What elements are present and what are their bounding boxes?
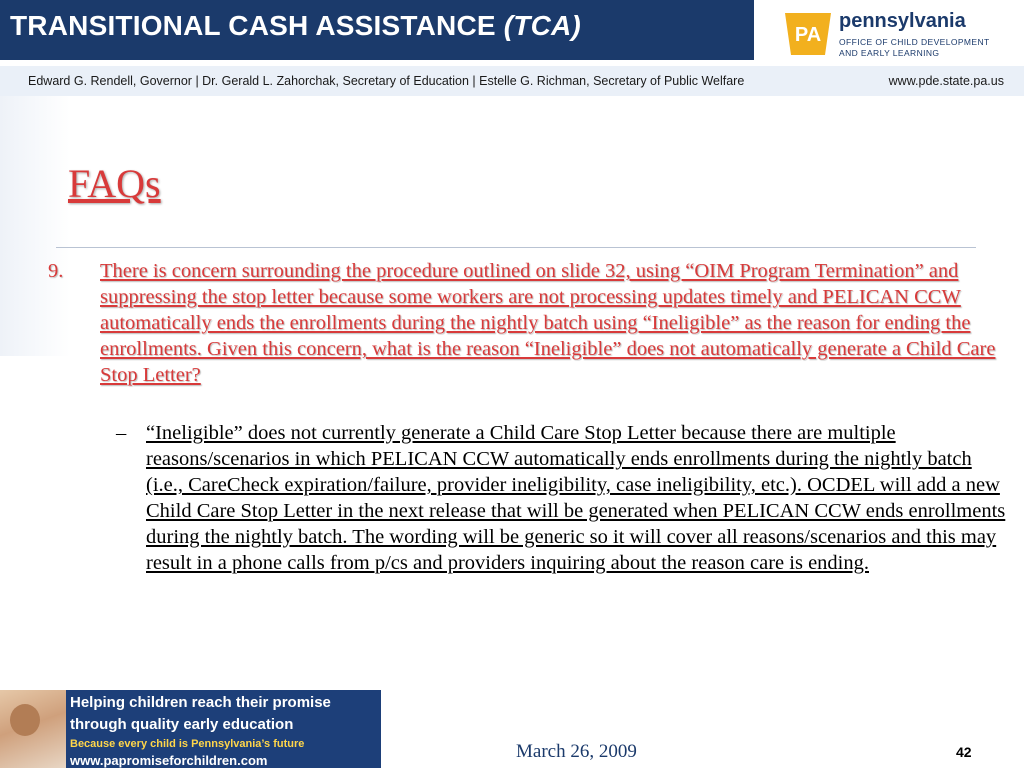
banner-line3: Because every child is Pennsylvania’s future bbox=[70, 738, 305, 750]
officials-text: Edward G. Rendell, Governor | Dr. Gerald L. Zahorchak, Secretary of Education | Estelle G. Richman, Secretary of Public Welfare bbox=[28, 74, 745, 88]
header-title-main: TRANSITIONAL CASH ASSISTANCE bbox=[10, 10, 496, 41]
slide-header-title bbox=[10, 10, 581, 42]
question-text: There is concern surrounding the procedure outlined on slide 32, using “OIM Program Termination” and suppressing the stop letter because some workers are not processing updates timely and PELICAN CCW automatically ends the enrollments during the nightly batch using “Ineligible” as the reason for ending the enrollments. Given this concern, what is the reason “Ineligible” does not automatically generate a Child Care Stop Letter? bbox=[100, 260, 996, 386]
photo-figure bbox=[10, 704, 40, 736]
slide-date: March 26, 2009 bbox=[516, 741, 637, 762]
answer-text: “Ineligible” does not currently generate a Child Care Stop Letter because there are multiple reasons/scenarios in which PELICAN CCW automatically ends enrollments during the nightly batch (i.e., CareCheck expiration/failure, provider ineligibility, case ineligibility, etc.). OCDEL will add a new Child Care Stop Letter in the next release that will be generated when PELICAN CCW ends enrollments during the nightly batch. The wording will be generic so it will cover all reasons/scenarios and this may result in a phone calls from p/cs and providers inquiring about the reason care is ending. bbox=[146, 422, 1006, 574]
banner-line1: Helping children reach their promise bbox=[70, 694, 331, 711]
page-title: FAQs bbox=[68, 161, 161, 206]
logo-wordmark: pennsylvania bbox=[839, 10, 966, 32]
pennsylvania-logo bbox=[781, 3, 999, 59]
header-title-abbr: (TCA) bbox=[503, 10, 581, 41]
logo-subtitle bbox=[839, 37, 990, 59]
title-divider bbox=[56, 247, 976, 248]
banner-website-link[interactable]: www.papromiseforchildren.com bbox=[70, 753, 268, 768]
title-band bbox=[0, 0, 754, 60]
officials-strip bbox=[0, 66, 1024, 96]
logo-subtitle-line1: OFFICE OF CHILD DEVELOPMENT bbox=[839, 37, 990, 47]
children-photo bbox=[0, 690, 66, 768]
pa-keystone-icon bbox=[785, 9, 831, 55]
banner-line2: through quality early education bbox=[70, 716, 294, 733]
logo-subtitle-line2: AND EARLY LEARNING bbox=[839, 48, 940, 58]
website-link[interactable]: www.pde.state.pa.us bbox=[888, 74, 1004, 88]
question-number: 9. bbox=[48, 260, 64, 282]
faq-answer bbox=[116, 420, 1008, 576]
pa-mark-text: PA bbox=[794, 24, 822, 46]
answer-bullet: – bbox=[116, 422, 127, 444]
faq-question bbox=[48, 258, 1008, 388]
slide-number: 42 bbox=[956, 744, 972, 760]
promise-banner bbox=[0, 690, 381, 768]
